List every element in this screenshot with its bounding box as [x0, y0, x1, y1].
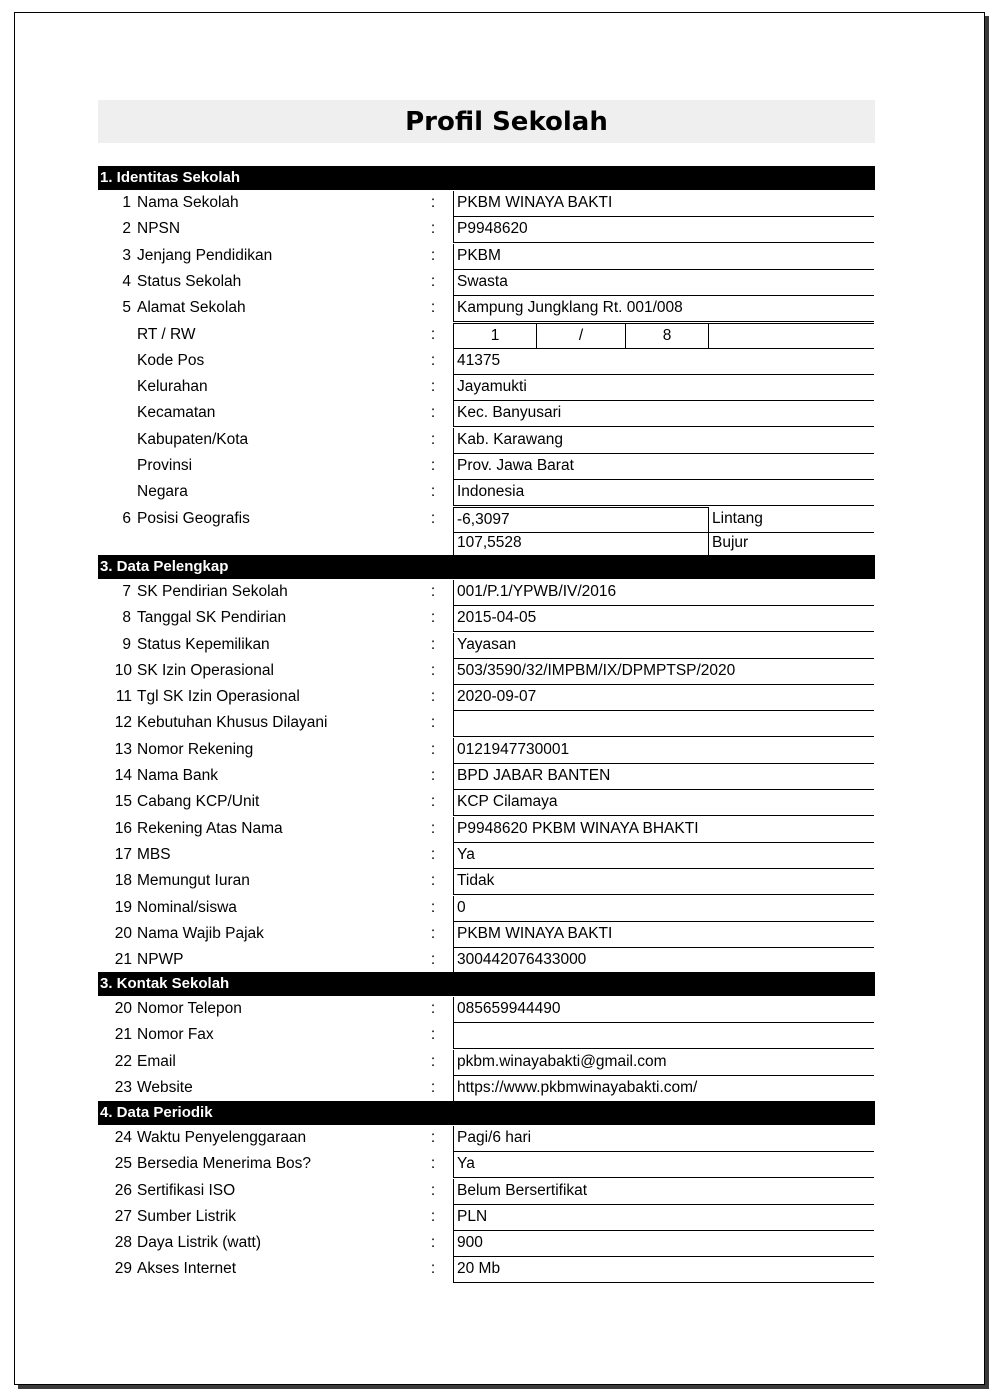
colon-separator: : — [430, 1053, 436, 1070]
row-number: 13 — [114, 741, 132, 758]
row-number: 12 — [114, 714, 132, 731]
colon-separator: : — [430, 1234, 436, 1251]
row-number: 4 — [122, 273, 131, 290]
field-label: Sumber Listrik — [137, 1208, 237, 1225]
field-value: Tidak — [453, 869, 874, 895]
field-value: KCP Cilamaya — [453, 790, 874, 816]
field-value: 0121947730001 — [453, 738, 874, 764]
colon-separator: : — [430, 378, 436, 395]
field-value: 300442076433000 — [453, 948, 874, 974]
field-value: Kampung Jungklang Rt. 001/008 — [453, 296, 874, 322]
field-value: 2015-04-05 — [453, 606, 874, 632]
row-number: 23 — [114, 1079, 132, 1096]
row-number: 8 — [122, 609, 131, 626]
latitude-label: Lintang — [708, 507, 874, 533]
colon-separator: : — [430, 636, 436, 653]
field-value: 900 — [453, 1231, 874, 1257]
field-label: Alamat Sekolah — [137, 299, 246, 316]
colon-separator: : — [430, 247, 436, 264]
colon-separator: : — [430, 583, 436, 600]
row-number: 21 — [114, 951, 132, 968]
field-value: Swasta — [453, 270, 874, 296]
field-value: Ya — [453, 843, 874, 869]
section-heading: 1. Identitas Sekolah — [98, 166, 875, 190]
field-value: Jayamukti — [453, 375, 874, 401]
row-number: 1 — [122, 194, 131, 211]
colon-separator: : — [430, 1182, 436, 1199]
colon-separator: : — [430, 1208, 436, 1225]
field-label: NPWP — [137, 951, 184, 968]
field-label: NPSN — [137, 220, 181, 237]
row-number: 28 — [114, 1234, 132, 1251]
colon-separator: : — [430, 352, 436, 369]
colon-separator: : — [430, 1129, 436, 1146]
field-label: Nomor Telepon — [137, 1000, 242, 1017]
field-label: Tgl SK Izin Operasional — [137, 688, 300, 705]
row-number: 16 — [114, 820, 132, 837]
field-value: Kec. Banyusari — [453, 401, 874, 427]
latitude-value: -6,3097 — [453, 507, 708, 533]
colon-separator: : — [430, 846, 436, 863]
field-label: Cabang KCP/Unit — [137, 793, 260, 810]
field-value: Ya — [453, 1152, 874, 1178]
colon-separator: : — [430, 220, 436, 237]
colon-separator: : — [430, 662, 436, 679]
colon-separator: : — [430, 1155, 436, 1172]
row-number: 5 — [122, 299, 131, 316]
field-label: Nomor Rekening — [137, 741, 254, 758]
field-label: Rekening Atas Nama — [137, 820, 283, 837]
colon-separator: : — [430, 194, 436, 211]
row-number: 29 — [114, 1260, 132, 1277]
colon-separator: : — [430, 483, 436, 500]
field-label: Status Kepemilikan — [137, 636, 270, 653]
page-title: Profil Sekolah — [405, 106, 608, 137]
field-label: Negara — [137, 483, 188, 500]
field-label: Kode Pos — [137, 352, 205, 369]
row-number: 20 — [114, 925, 132, 942]
rw-value: 8 — [625, 323, 708, 349]
field-value: Pagi/6 hari — [453, 1126, 874, 1152]
row-number: 6 — [122, 510, 131, 527]
field-value: 503/3590/32/IMPBM/IX/DPMPTSP/2020 — [453, 659, 874, 685]
colon-separator: : — [430, 714, 436, 731]
field-label: Sertifikasi ISO — [137, 1182, 236, 1199]
colon-separator: : — [430, 404, 436, 421]
rt-value: 1 — [453, 323, 536, 349]
colon-separator: : — [430, 1260, 436, 1277]
colon-separator: : — [430, 457, 436, 474]
field-label: Waktu Penyelenggaraan — [137, 1129, 307, 1146]
colon-separator: : — [430, 741, 436, 758]
field-label: Nominal/siswa — [137, 899, 237, 916]
row-number: 25 — [114, 1155, 132, 1172]
field-label: RT / RW — [137, 326, 196, 343]
field-label: Status Sekolah — [137, 273, 242, 290]
field-value: Yayasan — [453, 633, 874, 659]
colon-separator: : — [430, 431, 436, 448]
colon-separator: : — [430, 273, 436, 290]
row-number: 19 — [114, 899, 132, 916]
field-label: Kecamatan — [137, 404, 216, 421]
field-value: Prov. Jawa Barat — [453, 454, 874, 480]
field-value: BPD JABAR BANTEN — [453, 764, 874, 790]
field-value: 41375 — [453, 349, 874, 375]
field-value — [453, 711, 874, 737]
colon-separator: : — [430, 609, 436, 626]
colon-separator: : — [430, 793, 436, 810]
colon-separator: : — [430, 925, 436, 942]
field-value: PLN — [453, 1205, 874, 1231]
field-label: Provinsi — [137, 457, 193, 474]
colon-separator: : — [430, 299, 436, 316]
row-number: 20 — [114, 1000, 132, 1017]
field-value: pkbm.winayabakti@gmail.com — [453, 1050, 874, 1076]
field-label: Nama Wajib Pajak — [137, 925, 264, 942]
colon-separator: : — [430, 510, 436, 527]
colon-separator: : — [430, 688, 436, 705]
field-value: 20 Mb — [453, 1257, 874, 1283]
row-number: 18 — [114, 872, 132, 889]
field-value: P9948620 PKBM WINAYA BHAKTI — [453, 817, 874, 843]
field-value: PKBM — [453, 244, 874, 270]
colon-separator: : — [430, 1026, 436, 1043]
field-value — [453, 1023, 874, 1049]
rt-rw-separator: / — [536, 323, 625, 349]
field-value: https://www.pkbmwinayabakti.com/ — [453, 1076, 874, 1102]
field-label: Email — [137, 1053, 176, 1070]
row-number: 15 — [114, 793, 132, 810]
row-number: 3 — [122, 247, 131, 264]
field-label: Kebutuhan Khusus Dilayani — [137, 714, 328, 731]
row-number: 14 — [114, 767, 132, 784]
field-label: Jenjang Pendidikan — [137, 247, 273, 264]
field-value: 0 — [453, 896, 874, 922]
row-number: 9 — [122, 636, 131, 653]
field-value: Belum Bersertifikat — [453, 1179, 874, 1205]
field-label: Daya Listrik (watt) — [137, 1234, 262, 1251]
colon-separator: : — [430, 872, 436, 889]
field-value: PKBM WINAYA BAKTI — [453, 191, 874, 217]
field-label: Website — [137, 1079, 193, 1096]
field-label: Memungut Iuran — [137, 872, 250, 889]
colon-separator: : — [430, 767, 436, 784]
field-label: Kelurahan — [137, 378, 208, 395]
section-heading: 3. Kontak Sekolah — [98, 972, 875, 996]
row-number: 11 — [115, 688, 132, 705]
field-value: 2020-09-07 — [453, 685, 874, 711]
longitude-label: Bujur — [708, 531, 874, 557]
field-label: Tanggal SK Pendirian — [137, 609, 287, 626]
field-label: MBS — [137, 846, 171, 863]
row-number: 27 — [114, 1208, 132, 1225]
row-number: 24 — [114, 1129, 132, 1146]
section-heading: 3. Data Pelengkap — [98, 555, 875, 579]
field-value: P9948620 — [453, 217, 874, 243]
field-value: Kab. Karawang — [453, 428, 874, 454]
colon-separator: : — [430, 1000, 436, 1017]
field-label: Kabupaten/Kota — [137, 431, 249, 448]
row-number: 7 — [122, 583, 131, 600]
colon-separator: : — [430, 326, 436, 343]
field-label: Nama Sekolah — [137, 194, 239, 211]
field-value: 085659944490 — [453, 997, 874, 1023]
section-heading: 4. Data Periodik — [98, 1101, 875, 1125]
field-label: Posisi Geografis — [137, 510, 250, 527]
field-label: SK Pendirian Sekolah — [137, 583, 288, 600]
field-value: Indonesia — [453, 480, 874, 506]
field-label: Nama Bank — [137, 767, 218, 784]
field-label: Bersedia Menerima Bos? — [137, 1155, 312, 1172]
colon-separator: : — [430, 951, 436, 968]
rt-rw-blank — [708, 323, 874, 349]
row-number: 17 — [114, 846, 132, 863]
row-number: 2 — [122, 220, 131, 237]
field-label: SK Izin Operasional — [137, 662, 274, 679]
field-label: Akses Internet — [137, 1260, 237, 1277]
row-number: 26 — [114, 1182, 132, 1199]
field-label: Nomor Fax — [137, 1026, 214, 1043]
colon-separator: : — [430, 899, 436, 916]
colon-separator: : — [430, 820, 436, 837]
row-number: 21 — [114, 1026, 132, 1043]
row-number: 10 — [114, 662, 132, 679]
row-number: 22 — [114, 1053, 132, 1070]
field-value: 001/P.1/YPWB/IV/2016 — [453, 580, 874, 606]
field-value: PKBM WINAYA BAKTI — [453, 922, 874, 948]
colon-separator: : — [430, 1079, 436, 1096]
longitude-value: 107,5528 — [453, 531, 708, 557]
